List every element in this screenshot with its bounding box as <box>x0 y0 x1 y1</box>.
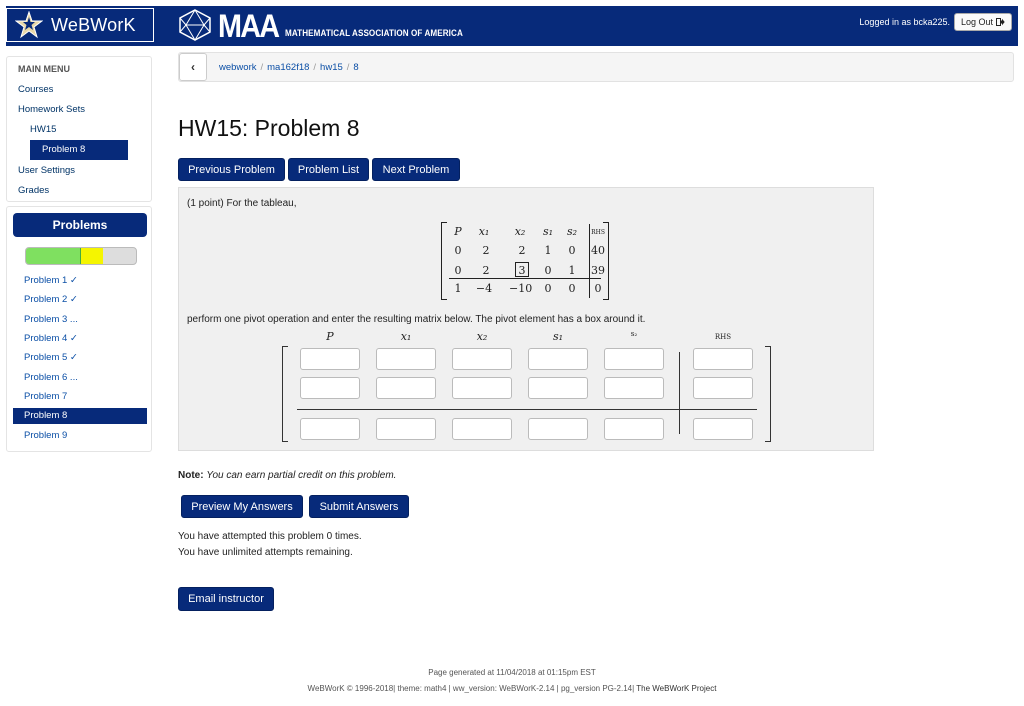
menu-current-problem[interactable]: Problem 8 <box>30 140 128 160</box>
tableau-cell: 0 <box>568 244 576 257</box>
answer-input-r3-s1[interactable] <box>528 418 588 440</box>
tableau-header-x1: x₁ <box>478 225 490 238</box>
answer-input-r1-rhs[interactable] <box>693 348 753 370</box>
brand-name: WeBWorK <box>51 14 136 35</box>
answer-input-r1-p[interactable] <box>300 348 360 370</box>
main-menu-heading: MAIN MENU <box>18 64 70 74</box>
answer-input-r2-rhs[interactable] <box>693 377 753 399</box>
problem-link-3[interactable]: Problem 3 ... <box>24 314 78 325</box>
partial-credit-note <box>178 470 396 481</box>
problem-link-8[interactable]: Problem 8 <box>13 408 147 424</box>
maa-wordmark: MAA <box>218 8 279 44</box>
breadcrumb-item-problem: 8 <box>353 62 359 73</box>
tableau-cell: 1 <box>568 264 576 277</box>
answer-input-r3-x2[interactable] <box>452 418 512 440</box>
top-navbar <box>6 6 1018 46</box>
problem-link-4[interactable]: Problem 4 ✓ <box>24 333 78 344</box>
problem-link-7[interactable]: Problem 7 <box>24 391 68 402</box>
answer-input-r3-x1[interactable] <box>376 418 436 440</box>
problems-panel-heading: Problems <box>13 213 147 237</box>
tableau-cell: 0 <box>594 282 602 295</box>
answer-header-s1: s₁ <box>552 330 564 343</box>
problem-intro: (1 point) For the tableau, <box>187 198 297 209</box>
preview-answers-button[interactable]: Preview My Answers <box>181 495 303 518</box>
login-status: Logged in as bcka225. <box>859 17 950 27</box>
tableau-cell: 2 <box>482 244 490 257</box>
tableau-cell: −4 <box>475 282 493 295</box>
menu-grades-link[interactable]: Grades <box>18 185 50 196</box>
tableau-cell: 0 <box>454 244 462 257</box>
maa-logo[interactable] <box>178 8 483 44</box>
main-menu <box>6 56 152 202</box>
problem-link-9[interactable]: Problem 9 <box>24 430 68 441</box>
tableau-cell: 2 <box>482 264 490 277</box>
note-label: Note: <box>178 470 204 481</box>
breadcrumb <box>178 52 1014 82</box>
sign-out-icon <box>996 18 1005 26</box>
answer-input-r2-x2[interactable] <box>452 377 512 399</box>
answer-input-r2-s1[interactable] <box>528 377 588 399</box>
menu-hw15-link[interactable]: HW15 <box>30 124 57 135</box>
answer-input-r3-s2[interactable] <box>604 418 664 440</box>
answer-header-s2: s₂ <box>630 330 638 338</box>
problem-link-5[interactable]: Problem 5 ✓ <box>24 352 78 363</box>
tableau-header-s2: s₂ <box>566 225 578 238</box>
tableau-cell: 39 <box>591 264 605 277</box>
progress-bar <box>25 247 137 265</box>
breadcrumb-trail: webwork / ma162f18 / hw15 / 8 <box>219 62 359 73</box>
tableau-cell: 1 <box>454 282 462 295</box>
footer-credits <box>0 684 1024 693</box>
webwork-star-icon <box>15 11 43 39</box>
chevron-left-icon: ‹ <box>191 60 195 74</box>
problem-link-6[interactable]: Problem 6 ... <box>24 372 78 383</box>
previous-problem-button[interactable]: Previous Problem <box>178 158 285 181</box>
footer-generated: Page generated at 11/04/2018 at 01:15pm EST <box>428 668 596 677</box>
answer-header-p: P <box>326 330 334 343</box>
answer-input-r3-rhs[interactable] <box>693 418 753 440</box>
problem-body <box>178 187 874 451</box>
webwork-project-link[interactable]: The WeBWorK Project <box>636 684 717 693</box>
footer-credits-text: WeBWorK © 1996-2018| theme: math4 | ww_version: WeBWorK-2.14 | pg_version PG-2.14| <box>307 684 635 693</box>
breadcrumb-item-course[interactable]: ma162f18 <box>267 62 310 73</box>
menu-homework-sets-link[interactable]: Homework Sets <box>18 104 86 115</box>
breadcrumb-item-webwork[interactable]: webwork <box>219 62 257 73</box>
next-problem-button[interactable]: Next Problem <box>372 158 460 181</box>
logout-label: Log Out <box>960 17 994 27</box>
tableau-cell: 0 <box>544 264 552 277</box>
progress-correct-fill <box>26 248 81 264</box>
problem-instructions: perform one pivot operation and enter the resulting matrix below. The pivot element has a box around it. <box>187 314 646 325</box>
problems-panel <box>6 206 152 452</box>
tableau-header-p: P <box>454 225 462 238</box>
answer-input-r2-s2[interactable] <box>604 377 664 399</box>
tableau-matrix <box>441 222 609 300</box>
tableau-pivot-cell: 3 <box>518 264 526 277</box>
tableau-cell: 2 <box>518 244 526 257</box>
answer-input-r1-x2[interactable] <box>452 348 512 370</box>
submit-answers-button[interactable]: Submit Answers <box>309 495 409 518</box>
answer-input-r3-p[interactable] <box>300 418 360 440</box>
tableau-cell: 40 <box>591 244 605 257</box>
note-text: You can earn partial credit on this problem. <box>206 470 397 481</box>
tableau-cell: 0 <box>544 282 552 295</box>
answer-input-r1-s2[interactable] <box>604 348 664 370</box>
logout-button[interactable] <box>954 13 1012 31</box>
progress-partial-fill <box>81 248 103 264</box>
problem-list-button[interactable]: Problem List <box>288 158 369 181</box>
maa-subtitle: MATHEMATICAL ASSOCIATION OF AMERICA <box>284 28 463 38</box>
answer-header-x1: x₁ <box>400 330 412 343</box>
email-instructor-button[interactable]: Email instructor <box>178 587 274 611</box>
answer-input-r2-p[interactable] <box>300 377 360 399</box>
answer-input-r1-s1[interactable] <box>528 348 588 370</box>
page-title: HW15: Problem 8 <box>178 115 360 141</box>
attempts-remaining: You have unlimited attempts remaining. <box>178 547 353 558</box>
menu-courses-link[interactable]: Courses <box>18 84 54 95</box>
answer-input-r1-x1[interactable] <box>376 348 436 370</box>
problem-link-2[interactable]: Problem 2 ✓ <box>24 294 78 305</box>
attempts-status: You have attempted this problem 0 times. <box>178 531 362 542</box>
answer-input-r2-x1[interactable] <box>376 377 436 399</box>
webwork-logo[interactable] <box>6 8 154 42</box>
tableau-header-s1: s₁ <box>542 225 554 238</box>
breadcrumb-item-set[interactable]: hw15 <box>320 62 343 73</box>
menu-user-settings-link[interactable]: User Settings <box>18 165 76 176</box>
tableau-cell: 0 <box>454 264 462 277</box>
tableau-cell: −10 <box>509 282 533 295</box>
answer-header-x2: x₂ <box>476 330 488 343</box>
answer-header-rhs: RHS <box>714 333 732 341</box>
problem-link-1[interactable]: Problem 1 ✓ <box>24 275 78 286</box>
tableau-header-x2: x₂ <box>514 225 526 238</box>
tableau-cell: 0 <box>568 282 576 295</box>
tableau-cell: 1 <box>544 244 552 257</box>
tableau-header-rhs: RHS <box>591 229 605 236</box>
back-button[interactable] <box>179 53 207 81</box>
maa-icosahedron-icon <box>178 9 212 41</box>
